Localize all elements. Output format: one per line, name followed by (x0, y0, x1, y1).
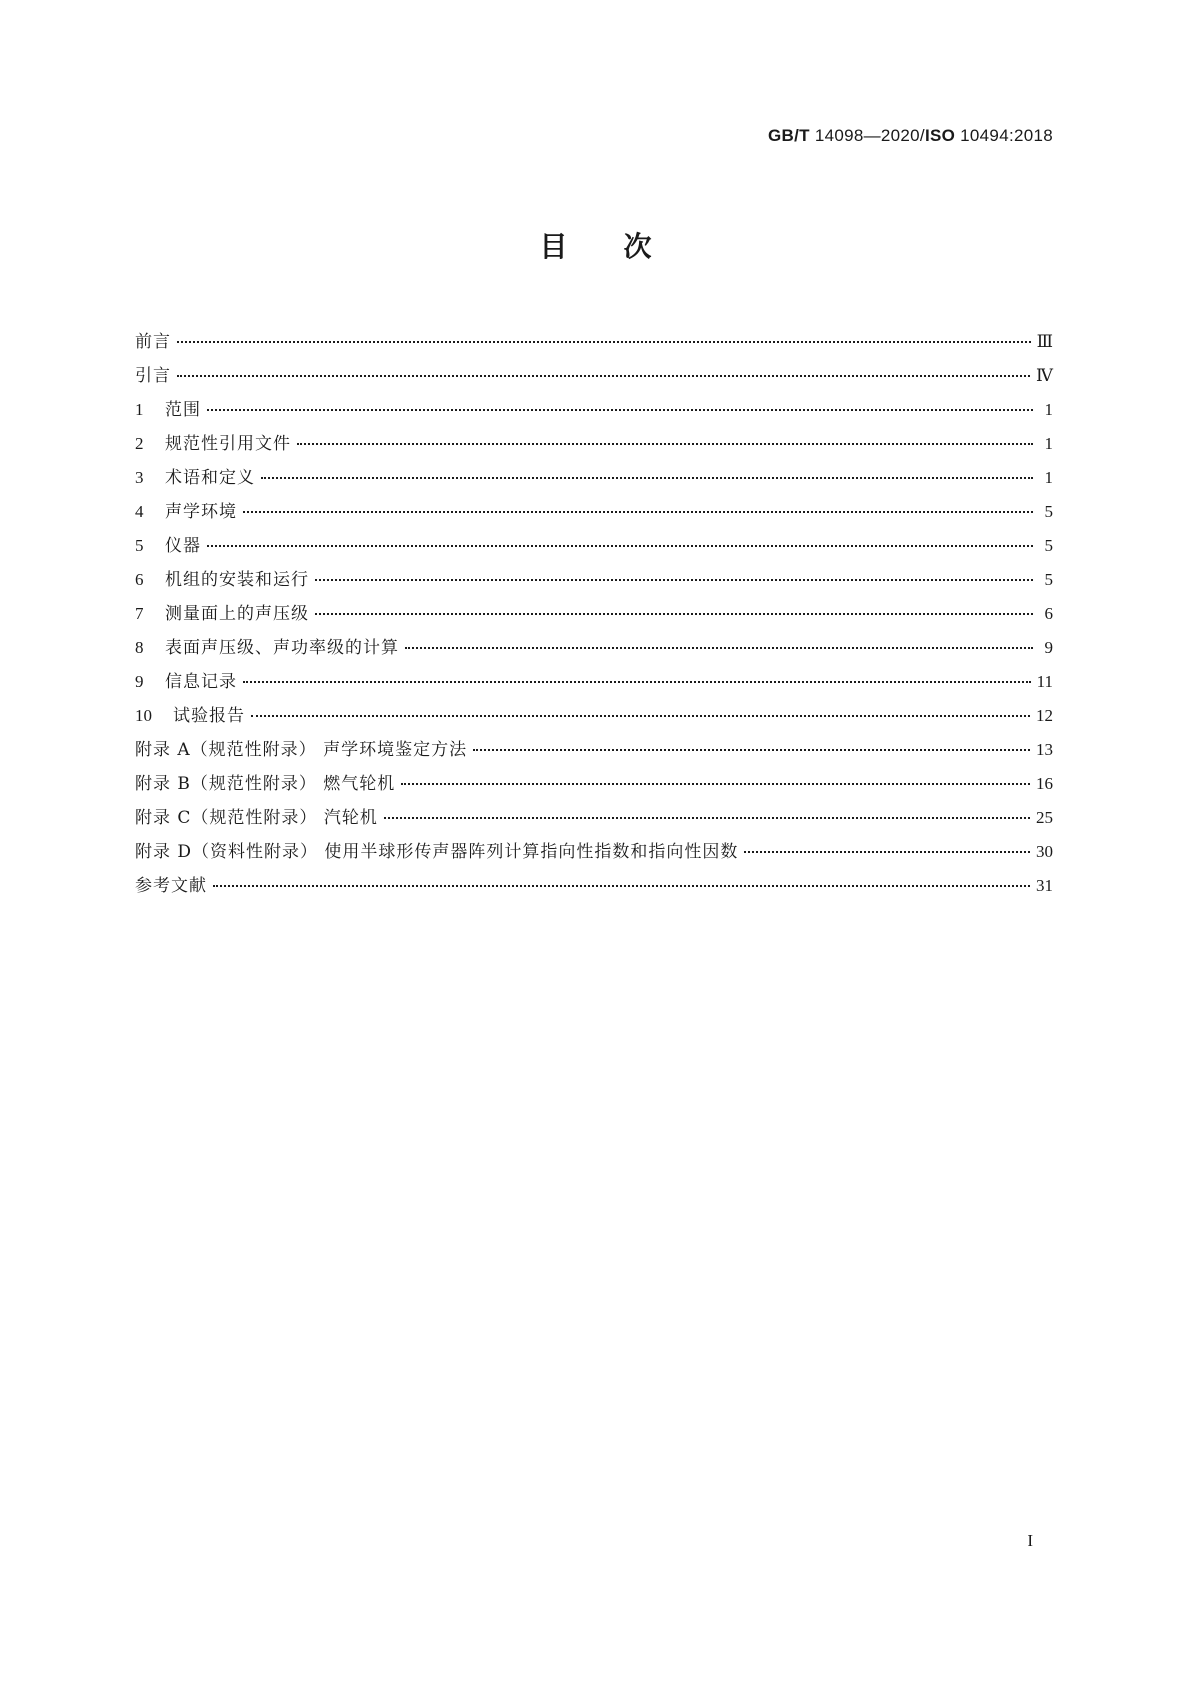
toc-leader-dots (405, 646, 1033, 649)
toc-entry-page: Ⅲ (1036, 332, 1053, 351)
toc-entry[interactable] (135, 427, 1053, 461)
toc-entry-page: 1 (1044, 400, 1053, 419)
toc-leader-dots (384, 816, 1030, 819)
toc-entry[interactable] (135, 495, 1053, 529)
toc-entry[interactable] (135, 359, 1053, 393)
toc-leader-dots (261, 476, 1033, 479)
toc-entry-page: 13 (1036, 740, 1053, 759)
toc-entry-label: 前言 (135, 332, 171, 352)
toc-entry-page: 16 (1036, 774, 1053, 793)
toc-entry[interactable] (135, 563, 1053, 597)
toc-leader-dots (744, 850, 1030, 853)
toc-entry-page: 9 (1044, 638, 1053, 657)
toc-entry-number: 1 (135, 400, 144, 419)
toc-entry-label: 参考文献 (135, 876, 207, 896)
toc-entry[interactable] (135, 869, 1053, 903)
standard-prefix: GB/T (767, 126, 810, 145)
toc-leader-dots (177, 374, 1030, 377)
toc-entry-page: 5 (1044, 502, 1053, 521)
toc-entry-label: 附录 D（资料性附录） 使用半球形传声器阵列计算指向性指数和指向性因数 (135, 842, 739, 862)
toc-entry-label: 机组的安装和运行 (165, 570, 309, 590)
toc-entry-number: 10 (135, 706, 152, 725)
toc-entry-label: 术语和定义 (165, 468, 255, 488)
toc-entry-number: 3 (135, 468, 144, 487)
toc-entry-number: 9 (135, 672, 144, 691)
toc-entry-page: 30 (1036, 842, 1053, 861)
toc-entry-page: 1 (1044, 434, 1053, 453)
toc-entry-number: 4 (135, 502, 144, 521)
toc-entry-number: 6 (135, 570, 144, 589)
toc-entry-label: 附录 C（规范性附录） 汽轮机 (135, 808, 378, 828)
toc-entry[interactable] (135, 529, 1053, 563)
toc-entry-label: 测量面上的声压级 (165, 604, 309, 624)
toc-entry-label: 引言 (135, 366, 171, 386)
toc-entry-number: 5 (135, 536, 144, 555)
toc-entry-label: 附录 A（规范性附录） 声学环境鉴定方法 (135, 740, 468, 760)
toc-entry-page: 25 (1036, 808, 1053, 827)
toc-entry-number: 2 (135, 434, 144, 453)
toc-entry-label: 声学环境 (165, 502, 237, 522)
toc-entry-page: 5 (1044, 536, 1053, 555)
toc-leader-dots (251, 714, 1030, 717)
toc-entry[interactable] (135, 461, 1053, 495)
toc-entry[interactable] (135, 733, 1053, 767)
toc-entry[interactable] (135, 801, 1053, 835)
toc-leader-dots (177, 340, 1031, 343)
toc-leader-dots (315, 612, 1033, 615)
table-of-contents (135, 325, 1053, 903)
toc-leader-dots (401, 782, 1030, 785)
toc-entry-label: 试验报告 (173, 706, 245, 726)
page-title: 目次 (539, 230, 708, 263)
toc-entry[interactable] (135, 767, 1053, 801)
iso-prefix: ISO (924, 126, 956, 145)
toc-entry-page: 12 (1036, 706, 1053, 725)
standard-code (768, 126, 1053, 146)
toc-entry[interactable] (135, 325, 1053, 359)
toc-entry-label: 范围 (165, 400, 201, 420)
toc-entry-page: Ⅳ (1036, 366, 1053, 385)
toc-leader-dots (473, 748, 1030, 751)
toc-entry-label: 规范性引用文件 (165, 434, 291, 454)
toc-entry[interactable] (135, 393, 1053, 427)
standard-number: 14098—2020/ (814, 126, 925, 145)
toc-entry-label: 仪器 (165, 536, 201, 556)
toc-entry-label: 信息记录 (165, 672, 237, 692)
toc-leader-dots (207, 544, 1033, 547)
iso-number: 10494:2018 (960, 126, 1053, 145)
toc-entry-number: 8 (135, 638, 144, 657)
toc-entry-page: 6 (1044, 604, 1053, 623)
toc-leader-dots (213, 884, 1030, 887)
toc-entry[interactable] (135, 597, 1053, 631)
toc-entry[interactable] (135, 665, 1053, 699)
toc-entry-number: 7 (135, 604, 144, 623)
toc-leader-dots (243, 680, 1031, 683)
toc-leader-dots (315, 578, 1033, 581)
toc-entry-label: 附录 B（规范性附录） 燃气轮机 (135, 774, 396, 794)
toc-entry[interactable] (135, 699, 1053, 733)
toc-entry-page: 1 (1044, 468, 1053, 487)
toc-entry[interactable] (135, 631, 1053, 665)
toc-entry[interactable] (135, 835, 1053, 869)
toc-leader-dots (297, 442, 1033, 445)
toc-entry-page: 11 (1036, 672, 1053, 691)
toc-entry-page: 5 (1044, 570, 1053, 589)
toc-entry-page: 31 (1036, 876, 1053, 895)
toc-leader-dots (243, 510, 1033, 513)
toc-leader-dots (207, 408, 1033, 411)
page-number: I (1027, 1531, 1033, 1550)
toc-entry-label: 表面声压级、声功率级的计算 (165, 638, 399, 658)
